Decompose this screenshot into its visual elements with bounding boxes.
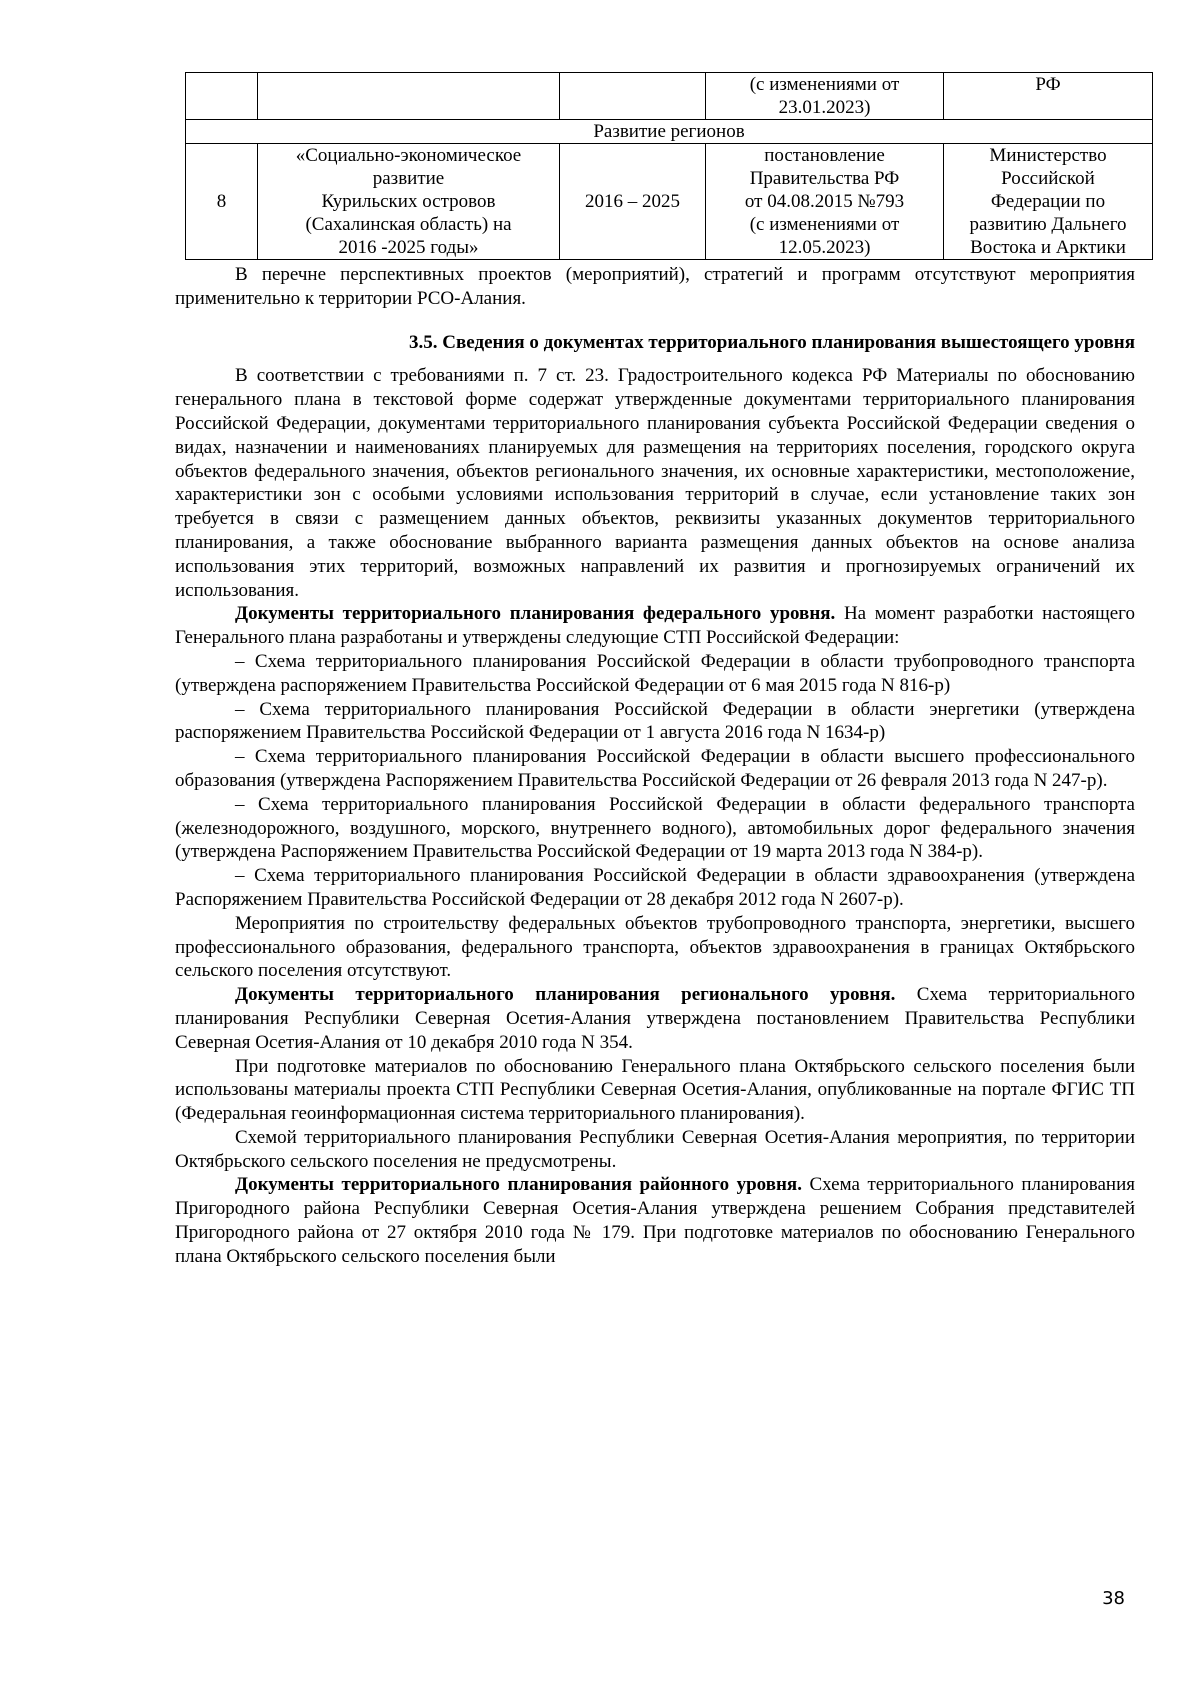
paragraph-lead: Документы территориального планирования районного уровня. bbox=[235, 1174, 802, 1196]
list-item: – Схема территориального планирования Российской Федерации в области здравоохранения (утверждена Распоряжением Правительства Российской Федерации от 28 декабря 2012 года N 2607-р). bbox=[175, 865, 1135, 910]
cell-line: Федерации по bbox=[990, 191, 1106, 212]
table-section-row bbox=[186, 120, 1153, 144]
cell-line: развитию Дальнего bbox=[969, 214, 1127, 235]
table-cell-period: 2016 – 2025 bbox=[560, 144, 706, 260]
paragraph-rest: Схема территориального планирования Республики Северная Осетия-Алания утверждена постановлением Правительства Республики Северная Осетия-Алания от 10 декабря 2010 года N 354. bbox=[175, 984, 1135, 1053]
paragraph: В соответствии с требованиями п. 7 ст. 23. Градостроительного кодекса РФ Материалы по обоснованию генерального плана в текстовой форме содержат утвержденные документами территориального планирования Российской Федерации, документами территориального планирования субъекта Российской Федерации сведения о видах, назначении и наименованиях планируемых для размещения на территориях поселения, городского округа объектов федерального значения, объектов регионального значения, их основные характеристики, местоположение, характеристики зон с особыми условиями использования территорий в случае, если установление таких зон требуется в связи с размещением данных объектов, реквизиты указанных документов территориального планирования, а также обоснование выбранного варианта размещения данных объектов на основе анализа использования этих территорий, возможных направлений их развития и прогнозируемых ограничений их использования. bbox=[175, 365, 1135, 601]
table-cell-ministry: РФ bbox=[944, 73, 1153, 120]
cell-line: 2016 -2025 годы» bbox=[338, 237, 479, 258]
table-row bbox=[186, 144, 1153, 260]
paragraph bbox=[175, 983, 1135, 1054]
programs-table bbox=[185, 72, 1153, 260]
table-cell-program-name bbox=[258, 73, 560, 120]
cell-line: (Сахалинская область) на bbox=[305, 214, 512, 235]
cell-line: Правительства РФ bbox=[749, 168, 900, 189]
cell-line: 12.05.2023) bbox=[778, 237, 871, 258]
cell-line: «Социально-экономическое bbox=[295, 145, 522, 166]
cell-line: Министерство bbox=[989, 145, 1107, 166]
paragraph: В перечне перспективных проектов (мероприятий), стратегий и программ отсутствуют мероприятия применительно к территории РСО-Алания. bbox=[175, 264, 1135, 309]
paragraph: Схемой территориального планирования Республики Северная Осетия-Алания мероприятия, по территории Октябрьского сельского поселения не предусмотрены. bbox=[175, 1126, 1135, 1172]
cell-line: от 04.08.2015 №793 bbox=[744, 191, 905, 212]
cell-line: Курильских островов bbox=[321, 191, 496, 212]
table-cell-number bbox=[186, 73, 258, 120]
body-text bbox=[175, 263, 1135, 1269]
paragraph-lead: Документы территориального планирования федерального уровня. bbox=[235, 603, 836, 625]
paragraph bbox=[175, 602, 1135, 650]
cell-line: (с изменениями от bbox=[749, 74, 900, 95]
cell-line: развитие bbox=[372, 168, 445, 189]
list-item: – Схема территориального планирования Российской Федерации в области высшего профессионального образования (утверждена Распоряжением Правительства Российской Федерации от 26 февраля 2013 года N 247-р). bbox=[175, 746, 1135, 791]
list-item: – Схема территориального планирования Российской Федерации в области федерального транспорта (железнодорожного, воздушного, морского, внутреннего водного), автомобильных дорог федерального значения (утверждена Распоряжением Правительства Российской Федерации от 19 марта 2013 года N 384-р). bbox=[175, 793, 1135, 863]
table-cell-document bbox=[706, 73, 944, 120]
paragraph: Мероприятия по строительству федеральных объектов трубопроводного транспорта, энергетики, высшего профессионального образования, федерального транспорта, объектов здравоохранения в границах Октябрьского сельского поселения отсутствуют. bbox=[175, 912, 1135, 982]
page-number: 38 bbox=[1102, 1588, 1125, 1609]
paragraph-rest: На момент разработки настоящего Генерального плана разработаны и утверждены следующие СТП Российской Федерации: bbox=[175, 603, 1135, 649]
table-cell-number: 8 bbox=[186, 144, 258, 260]
table-section-label: Развитие регионов bbox=[186, 120, 1153, 144]
paragraph bbox=[175, 1173, 1135, 1268]
cell-line: Российской bbox=[1001, 168, 1095, 189]
paragraph: При подготовке материалов по обоснованию Генерального плана Октябрьского сельского поселения были использованы материалы проекта СТП Республики Северная Осетия-Алания, опубликованные на портале ФГИС ТП (Федеральная геоинформационная система территориального планирования). bbox=[175, 1055, 1135, 1125]
table-row bbox=[186, 73, 1153, 120]
paragraph-rest: Схема территориального планирования Пригородного района Республики Северная Осетия-Алания утверждена решением Собрания представителей Пригородного района от 27 октября 2010 года № 179. При подготовке материалов по обоснованию Генерального плана Октябрьского сельского поселения были bbox=[175, 1174, 1135, 1267]
section-heading: 3.5. Сведения о документах территориального планирования вышестоящего уровня bbox=[409, 331, 1135, 353]
cell-line: Востока и Арктики bbox=[970, 237, 1126, 258]
cell-line: постановление bbox=[764, 145, 885, 166]
cell-line: 23.01.2023) bbox=[778, 97, 871, 118]
table-cell-ministry bbox=[944, 144, 1153, 260]
table-cell-period bbox=[560, 73, 706, 120]
table-cell-program-name bbox=[258, 144, 560, 260]
list-item: – Схема территориального планирования Российской Федерации в области трубопроводного транспорта (утверждена распоряжением Правительства Российской Федерации от 6 мая 2015 года N 816-р) bbox=[175, 650, 1135, 696]
cell-line: (с изменениями от bbox=[749, 214, 900, 235]
paragraph-lead: Документы территориального планирования регионального уровня. bbox=[235, 984, 896, 1006]
table-cell-document bbox=[706, 144, 944, 260]
list-item: – Схема территориального планирования Российской Федерации в области энергетики (утверждена распоряжением Правительства Российской Федерации от 1 августа 2016 года N 1634-р) bbox=[175, 698, 1135, 744]
